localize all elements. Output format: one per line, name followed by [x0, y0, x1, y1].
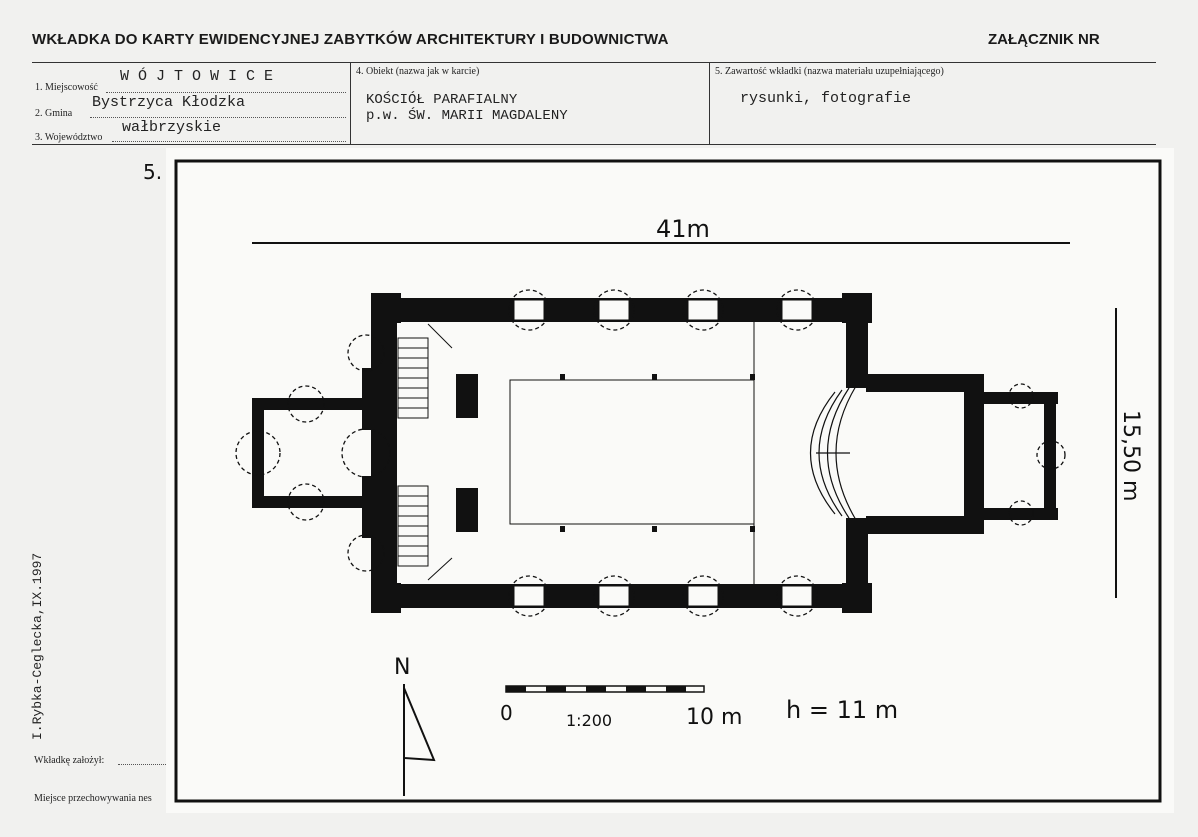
object-value-line-1: KOŚCIÓŁ PARAFIALNY [366, 92, 518, 108]
stairs-bottom [398, 486, 452, 580]
nave-central-area [510, 380, 754, 524]
author-date-note [8, 490, 45, 740]
table-divider-1 [350, 62, 351, 144]
sheet-number: 5. [143, 160, 163, 184]
length-label: 41m [656, 215, 710, 243]
width-label: 15,50 m [1118, 410, 1143, 502]
nave-markers [560, 374, 755, 532]
windows [514, 300, 812, 606]
scale-end-label: 10 m [686, 705, 743, 730]
window-arcs [236, 290, 1065, 616]
height-label: h = 11 m [786, 696, 899, 724]
stairs-top [398, 324, 452, 418]
placed-by-dots [118, 764, 166, 765]
storage-place-label: Miejsce przechowywania nes [34, 793, 152, 804]
place-dots [106, 92, 346, 93]
porch-walls [252, 398, 364, 508]
object-value-line-2: p.w. ŚW. MARII MAGDALENY [366, 108, 568, 124]
table-divider-2 [709, 62, 710, 144]
commune-dots [90, 117, 346, 118]
chancel-steps [811, 386, 857, 520]
nave-walls [362, 293, 872, 613]
place-value: W Ó J T O W I C E [120, 68, 274, 85]
table-bottom-rule [32, 144, 1156, 145]
voivodeship-label: 3. Województwo [35, 132, 103, 143]
presbytery-walls [866, 374, 1058, 534]
content-label: 5. Zawartość wkładki (nazwa materiału uzupełniającego) [715, 66, 944, 77]
north-arrow [394, 655, 434, 796]
form-title: WKŁADKA DO KARTY EWIDENCYJNEJ ZABYTKÓW ARCHITEKTURY I BUDOWNICTWA [32, 31, 669, 48]
commune-label: 2. Gmina [35, 108, 73, 119]
author-date-text: I.Rybka-Ceglecka,IX.1997 [30, 552, 45, 740]
attachment-number-label: ZAŁĄCZNIK NR [988, 31, 1100, 48]
voivodeship-value: wałbrzyskie [122, 119, 222, 136]
church-floor-plan [166, 148, 1174, 813]
placed-by-label: Wkładkę założył: [34, 755, 105, 766]
scale-bar [500, 686, 742, 730]
place-label: 1. Miejscowość [35, 82, 98, 93]
scale-zero-label: 0 [500, 701, 513, 725]
content-value: rysunki, fotografie [740, 90, 912, 107]
object-label: 4. Obiekt (nazwa jak w karcie) [356, 66, 480, 77]
commune-value: Bystrzyca Kłodzka [92, 94, 246, 111]
plan-frame [176, 161, 1160, 801]
voivodeship-dots [112, 141, 346, 142]
table-top-rule [32, 62, 1156, 63]
floor-plan-panel [166, 148, 1174, 813]
north-label: N [394, 655, 411, 680]
scale-ratio-label: 1:200 [566, 711, 613, 730]
